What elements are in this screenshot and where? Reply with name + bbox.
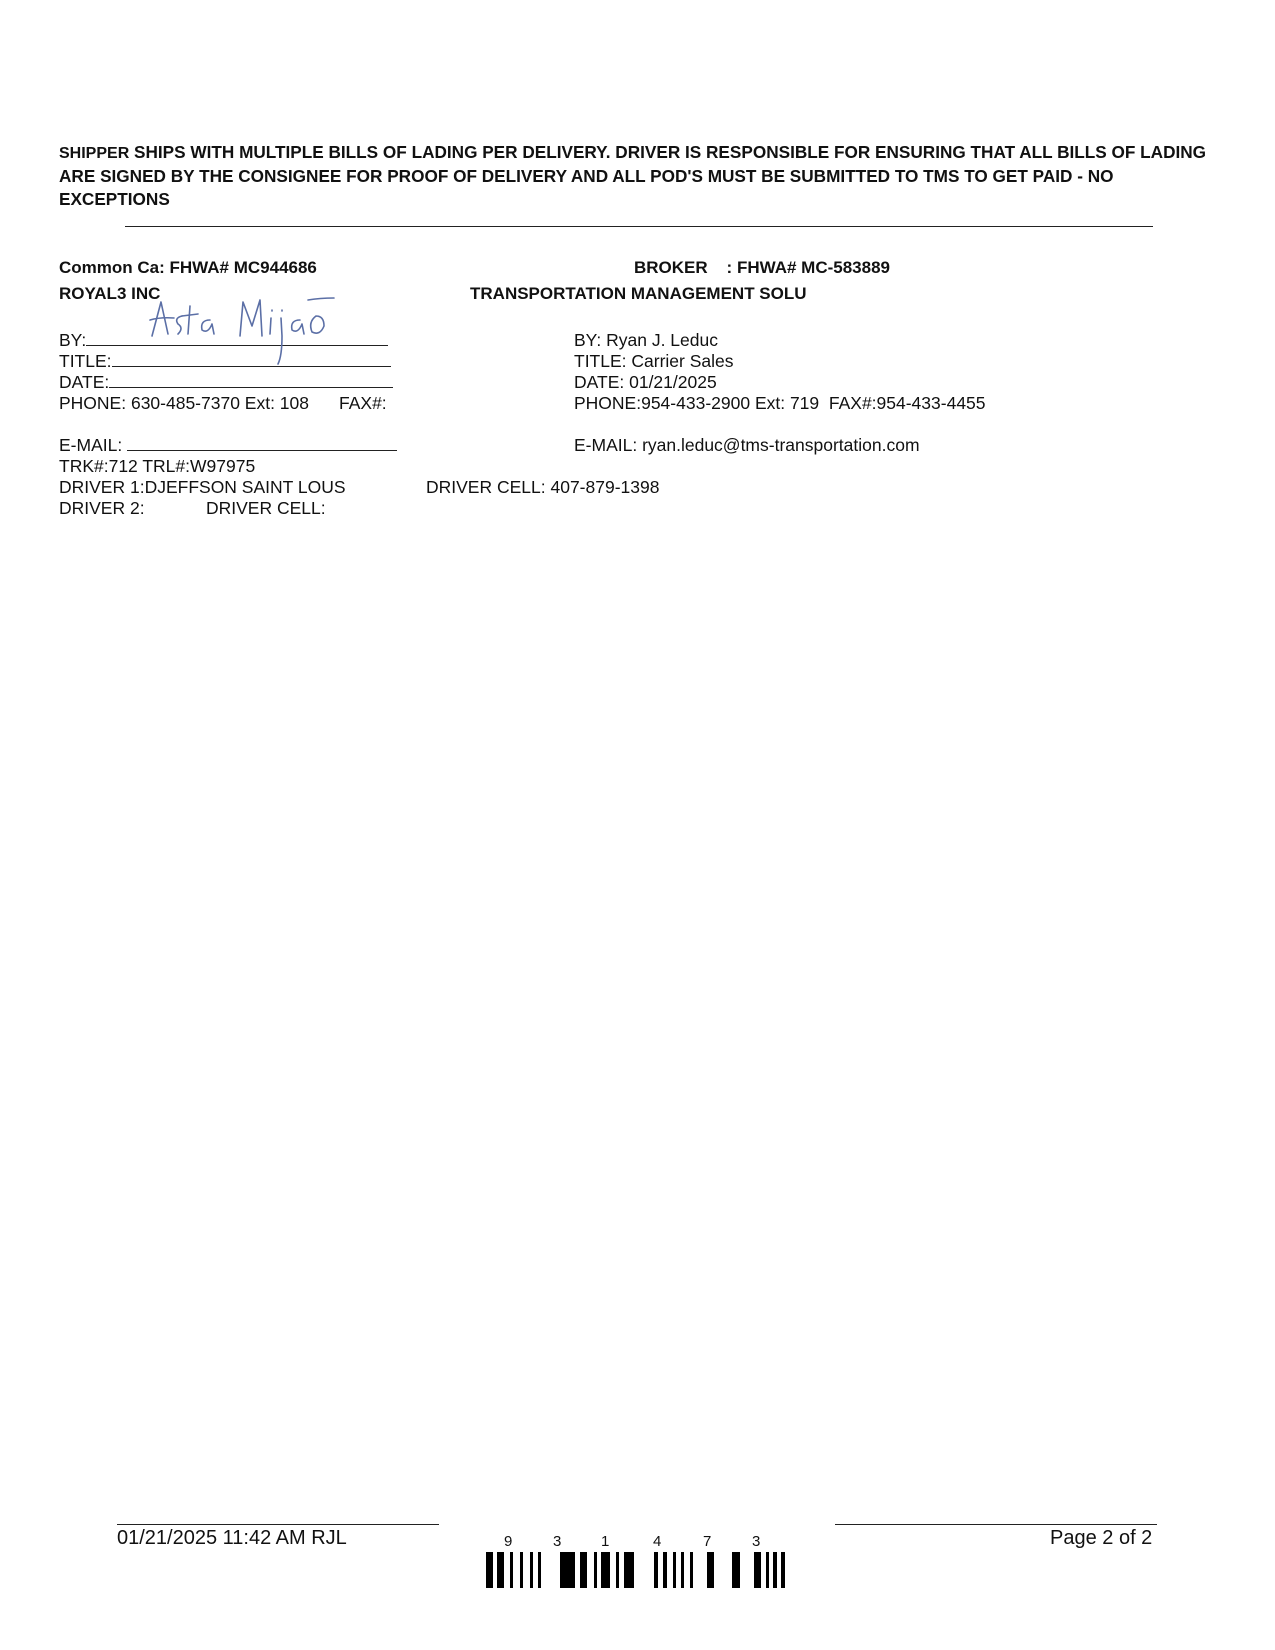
barcode-bar xyxy=(510,1552,513,1588)
barcode-bar xyxy=(530,1552,533,1588)
footer-page-number: Page 2 of 2 xyxy=(1050,1527,1153,1549)
footer-right-rule xyxy=(835,1524,1157,1525)
date-line[interactable] xyxy=(109,372,393,388)
shipper-notice xyxy=(59,141,1209,211)
barcode-bar xyxy=(773,1552,777,1588)
email-line[interactable] xyxy=(127,435,397,451)
barcode-bar xyxy=(781,1552,785,1588)
driver-1: DRIVER 1:DJEFFSON SAINT LOUS xyxy=(59,477,346,497)
broker-title: TITLE: Carrier Sales xyxy=(574,351,734,371)
barcode-bar xyxy=(690,1552,693,1588)
driver-2: DRIVER 2: xyxy=(59,498,145,518)
carrier-date-row xyxy=(59,372,393,393)
barcode-bar xyxy=(707,1552,714,1588)
driver-1-cell: DRIVER CELL: 407-879-1398 xyxy=(426,477,660,497)
driver-2-cell: DRIVER CELL: xyxy=(206,498,326,518)
barcode-bar xyxy=(624,1552,634,1588)
barcode-bar xyxy=(560,1552,575,1588)
notice-text: SHIPS WITH MULTIPLE BILLS OF LADING PER DELIVERY. DRIVER IS RESPONSIBLE FOR ENSURING THAT ALL BILLS OF LADING ARE SIGNED BY THE CONSIGNEE FOR PROOF OF DELIVERY AND ALL POD'S MUST BE SUBMITTED TO TMS TO GET PAID - NO EXCEPTIONS xyxy=(59,142,1207,209)
barcode-digit: 9 xyxy=(504,1533,513,1550)
barcode-bar xyxy=(754,1552,761,1588)
carrier-name: ROYAL3 INC xyxy=(59,284,161,303)
barcode-digit: 1 xyxy=(601,1533,610,1550)
barcode-bar xyxy=(681,1552,684,1588)
barcode-digit: 7 xyxy=(703,1533,712,1550)
barcode-digit: 4 xyxy=(653,1533,662,1550)
barcode-bar xyxy=(601,1552,610,1588)
date-label: DATE: xyxy=(59,372,110,392)
carrier-fax: FAX#: xyxy=(339,393,387,413)
broker-by: BY: Ryan J. Leduc xyxy=(574,330,718,350)
barcode-digit: 3 xyxy=(553,1533,562,1550)
barcode-bar xyxy=(616,1552,619,1588)
barcode-bar xyxy=(654,1552,658,1588)
carrier-title-row xyxy=(59,351,391,372)
footer-timestamp: 01/21/2025 11:42 AM RJL xyxy=(117,1527,347,1549)
barcode-bar xyxy=(486,1552,493,1588)
footer-left-rule xyxy=(117,1524,439,1525)
broker-header: BROKER : FHWA# MC-583889 xyxy=(634,258,890,277)
barcode-digit: 3 xyxy=(752,1533,761,1550)
email-label: E-MAIL: xyxy=(59,435,123,455)
title-label: TITLE: xyxy=(59,351,112,371)
carrier-header: Common Ca: FHWA# MC944686 xyxy=(59,258,317,277)
broker-date: DATE: 01/21/2025 xyxy=(574,372,717,392)
barcode-bar xyxy=(594,1552,597,1588)
barcode-bar xyxy=(673,1552,676,1588)
by-label: BY: xyxy=(59,330,87,350)
truck-trailer: TRK#:712 TRL#:W97975 xyxy=(59,456,256,476)
notice-lead: SHIPPER xyxy=(59,145,130,162)
broker-phone-fax: PHONE:954-433-2900 Ext: 719 FAX#:954-433-4455 xyxy=(574,393,986,413)
barcode-bar xyxy=(497,1552,504,1588)
carrier-phone: PHONE: 630-485-7370 Ext: 108 xyxy=(59,393,310,413)
title-line[interactable] xyxy=(112,351,391,367)
barcode-bar xyxy=(766,1552,769,1588)
carrier-email-row xyxy=(59,435,397,456)
broker-name: TRANSPORTATION MANAGEMENT SOLU xyxy=(470,284,807,303)
barcode-bar xyxy=(538,1552,541,1588)
barcode-bar xyxy=(580,1552,587,1588)
barcode-bar xyxy=(520,1552,523,1588)
barcode-bar xyxy=(663,1552,667,1588)
broker-email[interactable]: E-MAIL: ryan.leduc@tms-transportation.com xyxy=(574,435,920,455)
section-divider xyxy=(125,226,1153,227)
barcode-bar xyxy=(732,1552,740,1588)
